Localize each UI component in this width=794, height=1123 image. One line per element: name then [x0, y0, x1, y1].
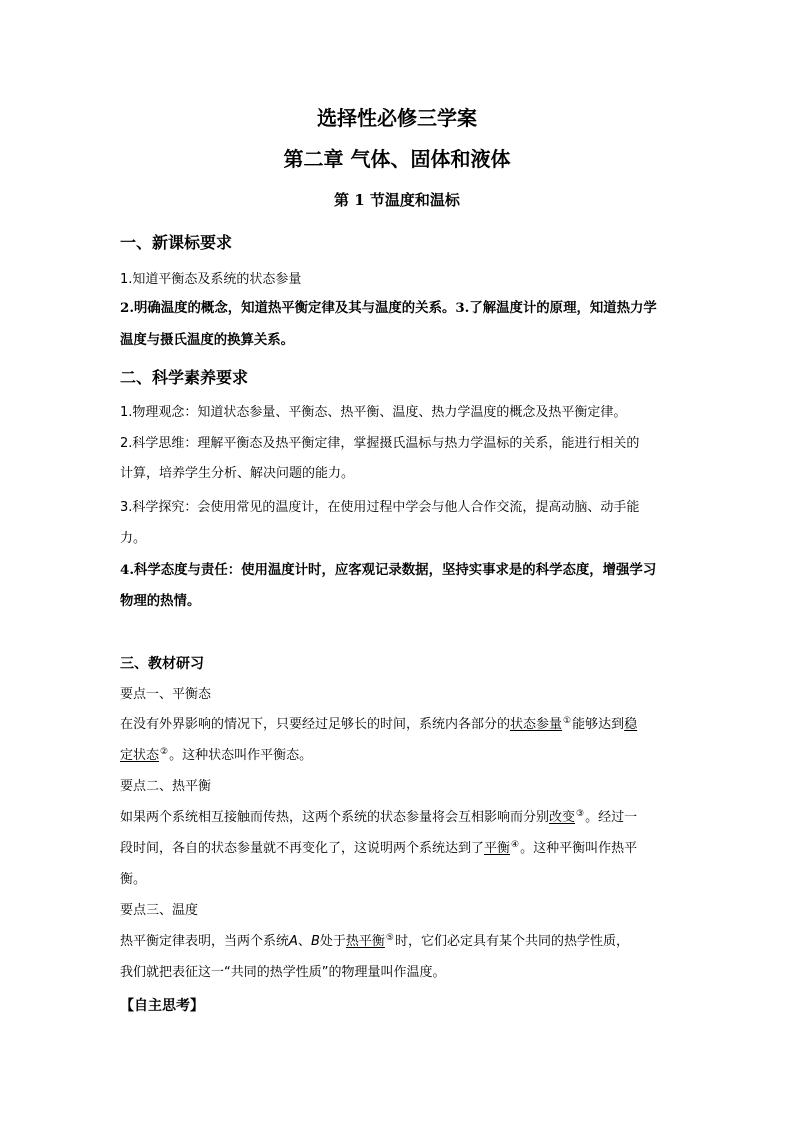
- point-1-line-1: [120, 714, 676, 736]
- point-3-line-2: 我们就把表征这一“共同的热学性质”的物理量叫作温度。: [120, 965, 446, 980]
- underlined-term: 热平衡: [345, 934, 385, 949]
- book-title: 选择性必修三学案: [317, 106, 477, 130]
- point-3-title: 要点三、温度: [120, 903, 199, 918]
- point-3-line-1: [120, 931, 676, 953]
- text-run: 在没有外界影响的情况下，只要经过足够长的时间，系统内各部分的: [120, 717, 511, 732]
- variable-a: A: [289, 934, 298, 949]
- point-1-line-2: [120, 745, 676, 767]
- literacy-line-1: 1.物理观念：知道状态参量、平衡态、热平衡、温度、热力学温度的概念及热平衡定律。: [120, 405, 627, 420]
- footnote-marker: ①: [563, 715, 572, 726]
- underlined-term: 定状态: [120, 748, 160, 763]
- text-run: 时，它们必定具有某个共同的热学性质，: [394, 934, 629, 949]
- text-run: 段时间，各自的状态参量就不再变化了，这说明两个系统达到了: [120, 841, 485, 856]
- self-thinking-label: 【自主思考】: [120, 998, 204, 1014]
- point-2-title: 要点二、热平衡: [120, 779, 212, 794]
- curriculum-line-3: 温度与摄氏温度的换算关系。: [120, 332, 295, 348]
- text-run: 处于: [319, 934, 346, 949]
- heading-science-literacy: 二、科学素养要求: [120, 368, 249, 387]
- curriculum-line-1: 1.知道平衡态及系统的状态参量: [120, 272, 302, 287]
- underlined-term: 改变: [549, 810, 576, 825]
- variable-b: B: [310, 934, 320, 949]
- literacy-line-2: 2.科学思维：理解平衡态及热平衡定律，掌握摄氏温标与热力学温标的关系，能进行相关的: [120, 436, 640, 451]
- underlined-term: 状态参量: [510, 717, 563, 732]
- text-run: 热平衡定律表明，当两个系统: [120, 934, 290, 949]
- underlined-term: 平衡: [484, 841, 511, 856]
- footnote-marker: ④: [511, 839, 520, 850]
- text-run: 、: [297, 934, 311, 949]
- underlined-term: 稳: [624, 717, 638, 732]
- heading-textbook-study: 三、教材研习: [120, 656, 204, 672]
- literacy-line-4: 3.科学探究：会使用常见的温度计，在使用过程中学会与他人合作交流，提高动脑、动手能: [120, 500, 640, 515]
- heading-curriculum-requirements: 一、新课标要求: [120, 233, 233, 252]
- point-1-title: 要点一、平衡态: [120, 687, 212, 702]
- literacy-line-7: 物理的热情。: [120, 593, 201, 609]
- point-2-line-3: 衡。: [120, 872, 147, 887]
- point-2-line-2: [120, 838, 676, 860]
- text-run: 能够达到: [572, 717, 625, 732]
- text-run: 。这种状态叫作平衡态。: [169, 748, 313, 763]
- literacy-line-5: 力。: [120, 531, 147, 546]
- point-2-line-1: [120, 807, 676, 829]
- chapter-title: 第二章 气体、固体和液体: [283, 147, 511, 171]
- text-run: 。经过一: [585, 810, 638, 825]
- literacy-line-6: 4.科学态度与责任：使用温度计时，应客观记录数据，坚持实事求是的科学态度，增强学习: [120, 562, 657, 578]
- text-run: 如果两个系统相互接触而传热，这两个系统的状态参量将会互相影响而分别: [120, 810, 550, 825]
- footnote-marker: ②: [160, 746, 169, 757]
- literacy-line-3: 计算，培养学生分析、解决问题的能力。: [120, 466, 355, 481]
- footnote-marker: ⑤: [385, 932, 394, 943]
- curriculum-line-2: 2.明确温度的概念，知道热平衡定律及其与温度的关系。3.了解温度计的原理，知道热力学: [120, 300, 657, 316]
- section-title: 第 1 节温度和温标: [334, 191, 460, 209]
- text-run: 。这种平衡叫作热平: [520, 841, 638, 856]
- footnote-marker: ③: [576, 808, 585, 819]
